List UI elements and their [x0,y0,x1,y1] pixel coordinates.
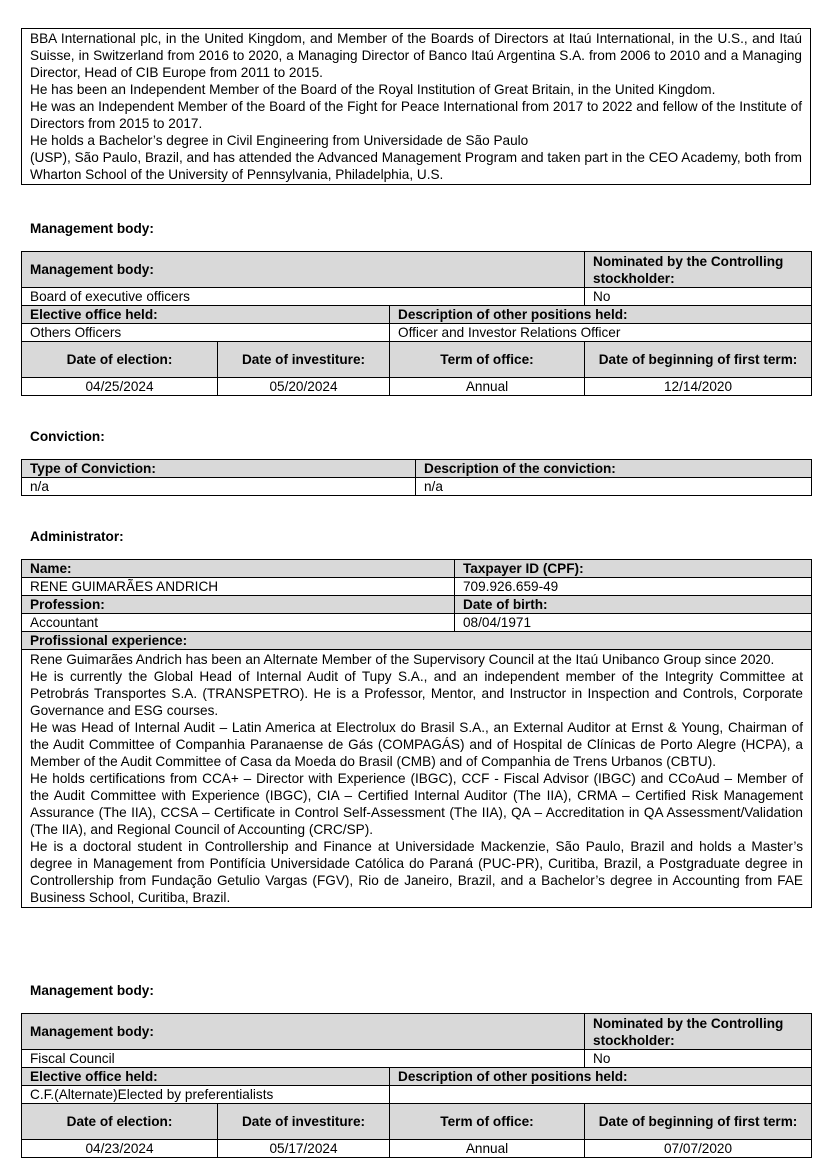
cpf-value: 709.926.659-49 [455,578,812,596]
administrator-section-title: Administrator: [30,529,124,544]
investiture-date-header: Date of investiture: [218,1104,390,1140]
first-term-value: 12/14/2020 [585,378,812,396]
paragraph: He was Head of Internal Audit – Latin America at Electrolux do Brasil S.A., an External Auditor at Ernst & Young, Chairman of the Audit Committee of Companhia Paranaense de Gás (COMPAGÁS) and of Hospital de Clínicas de Porto Alegre (HCPA), a Member of the Audit Committee of Casa da Moeda do Brasil (CMB) and of Companhia de Trens Urbanos (CBTU). [30,720,803,769]
paragraph: He holds certifications from CCA+ – Director with Experience (IBGC), CCF - Fiscal Advisor (IBGC) and CCoAud – Member of the Audit Committee with Experience (IBGC), CIA – Certified Internal Auditor (The IIA), CRMA – Certified Risk Management Assurance (The IIA), CCSA – Certificate in Control Self-Assessment (The IIA), QA – Accreditation in QA Assessment/Validation (The IIA), and Regional Council of Accounting (CRC/SP). [30,771,803,837]
election-date-value: 04/23/2024 [22,1140,218,1158]
management-body-header: Management body: [22,1014,585,1050]
management-body-value: Fiscal Council [22,1050,585,1068]
management-body-table [21,1013,811,1158]
other-positions-value [390,1086,812,1104]
term-value: Annual [390,378,585,396]
conviction-desc-value: n/a [416,478,812,496]
elective-office-header: Elective office held: [22,306,390,324]
management-section-title: Management body: [30,221,154,236]
other-positions-header: Description of other positions held: [390,1068,812,1086]
term-header: Term of office: [390,342,585,378]
election-date-header: Date of election: [22,1104,218,1140]
other-positions-value: Officer and Investor Relations Officer [390,324,812,342]
election-date-header: Date of election: [22,342,218,378]
investiture-date-value: 05/20/2024 [218,378,390,396]
paragraph: He has been an Independent Member of the Board of the Royal Institution of Great Britain, in the United Kingdom. [30,82,716,97]
paragraph: He holds a Bachelor’s degree in Civil Engineering from Universidade de São Paulo [30,133,529,148]
nominated-header: Nominated by the Controlling stockholder: [585,1014,812,1050]
cpf-header: Taxpayer ID (CPF): [455,560,812,578]
conviction-table [21,459,811,496]
management-section-title: Management body: [30,983,154,998]
paragraph: (USP), São Paulo, Brazil, and has attended the Advanced Management Program and taken part in the CEO Academy, both from Wharton School of the University of Pennsylvania, Philadelphia, U.S. [30,150,802,182]
investiture-date-header: Date of investiture: [218,342,390,378]
nominated-header: Nominated by the Controlling stockholder: [585,252,812,288]
birth-header: Date of birth: [455,596,812,614]
term-header: Term of office: [390,1104,585,1140]
elective-office-value: C.F.(Alternate)Elected by preferentialists [22,1086,390,1104]
previous-experience-text [22,29,811,185]
first-term-value: 07/07/2020 [585,1140,812,1158]
profession-value: Accountant [22,614,455,632]
name-value: RENE GUIMARÃES ANDRICH [22,578,455,596]
previous-experience-block [21,28,811,185]
first-term-header: Date of beginning of first term: [585,342,812,378]
election-date-value: 04/25/2024 [22,378,218,396]
elective-office-header: Elective office held: [22,1068,390,1086]
paragraph: Rene Guimarães Andrich has been an Alternate Member of the Supervisory Council at the Itaú Unibanco Group since 2020. [30,652,775,667]
conviction-type-value: n/a [22,478,416,496]
elective-office-value: Others Officers [22,324,390,342]
paragraph: BBA International plc, in the United Kingdom, and Member of the Boards of Directors at Itaú International, in the U.S., and Itaú Suisse, in Switzerland from 2016 to 2020, a Managing Director of Banco Itaú Argentina S.A. from 2006 to 2010 and a Managing Director, Head of CIB Europe from 2011 to 2015. [30,31,802,80]
conviction-type-header: Type of Conviction: [22,460,416,478]
conviction-desc-header: Description of the conviction: [416,460,812,478]
management-body-value: Board of executive officers [22,288,585,306]
nominated-value: No [585,288,812,306]
term-value: Annual [390,1140,585,1158]
profession-header: Profession: [22,596,455,614]
first-term-header: Date of beginning of first term: [585,1104,812,1140]
paragraph: He was an Independent Member of the Board of the Fight for Peace International from 2017 to 2022 and fellow of the Institute of Directors from 2015 to 2017. [30,99,802,131]
paragraph: He is a doctoral student in Controllership and Finance at Universidade Mackenzie, São Paulo, Brazil and holds a Master’s degree in Management from Pontifícia Universidade Católica do Paraná (PUC-PR), Curitiba, Brazil, a Postgraduate degree in Controllership from Fundação Getulio Vargas (FGV), Rio de Janeiro, Brazil, and a Bachelor’s degree in Accounting from FAE Business School, Curitiba, Brazil. [30,839,803,905]
name-header: Name: [22,560,455,578]
other-positions-header: Description of other positions held: [390,306,812,324]
nominated-value: No [585,1050,812,1068]
administrator-table [21,559,811,908]
birth-value: 08/04/1971 [455,614,812,632]
investiture-date-value: 05/17/2024 [218,1140,390,1158]
management-body-header: Management body: [22,252,585,288]
management-body-table [21,251,811,396]
conviction-section-title: Conviction: [30,429,105,444]
experience-header: Profissional experience: [22,632,812,650]
paragraph: He is currently the Global Head of Internal Audit of Tupy S.A., and an independent member of the Integrity Committee at Petrobrás Transportes S.A. (TRANSPETRO). He is a Professor, Mentor, and Instructor in Inspection and Controls, Corporate Governance and ESG courses. [30,669,803,718]
experience-text [22,650,812,908]
